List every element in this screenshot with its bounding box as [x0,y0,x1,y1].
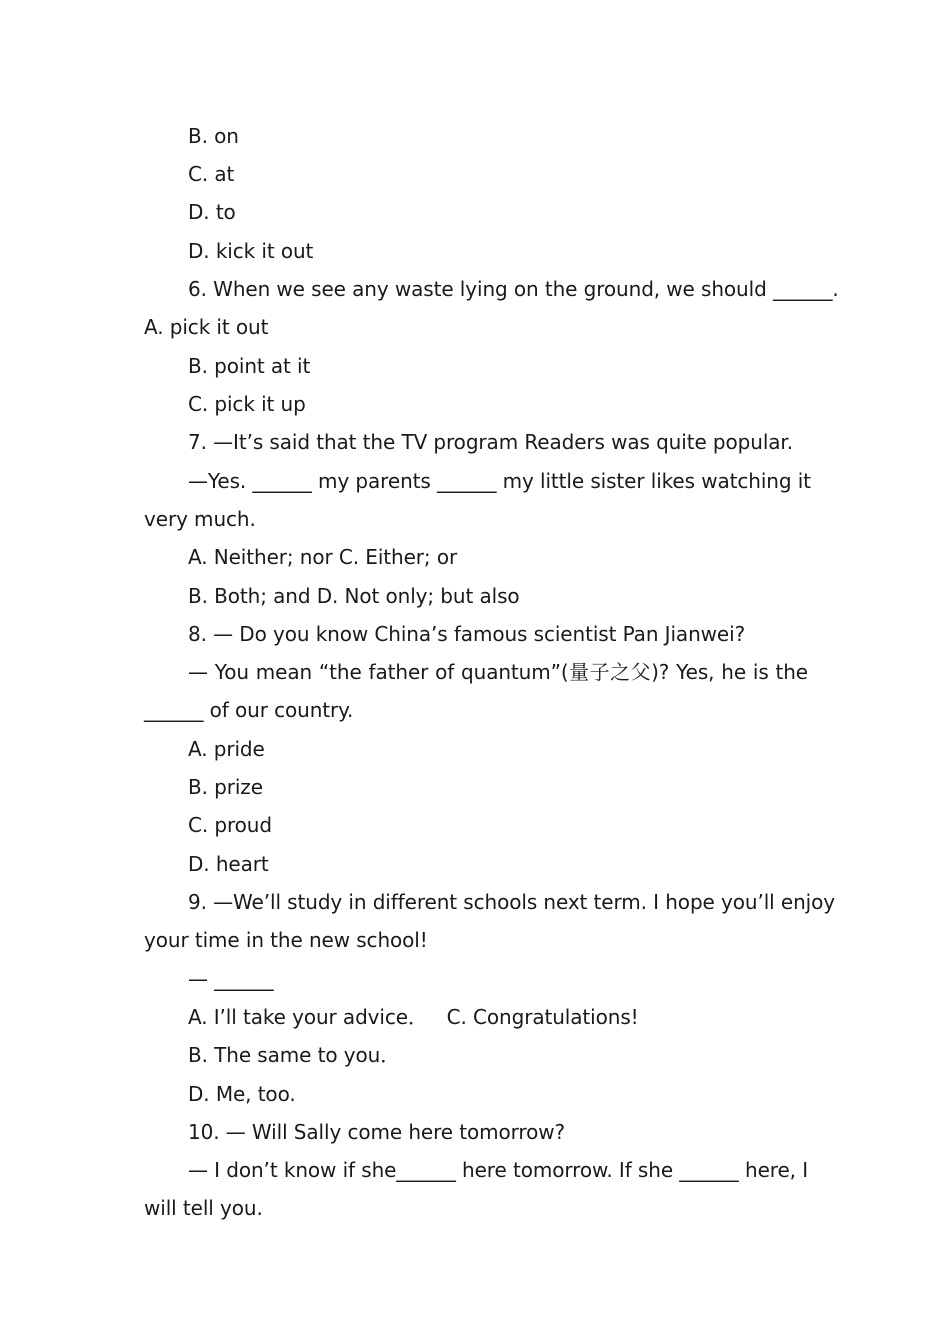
option-b-on: B. on [188,124,239,148]
q8-response-line-2: ______ of our country. [144,698,354,722]
q6-option-a: A. pick it out [144,315,269,339]
q9-option-b: B. The same to you． [188,1043,401,1067]
q8-response-line-1: — You mean “the father of quantum”(量子之父)? Yes, he is the [188,660,808,684]
q6-option-c: C. pick it up [188,392,306,416]
q10-response-line-1: — I don’t know if she______ here tomorrow. If she ______ here, I [188,1158,808,1182]
question-6: 6. When we see any waste lying on the ground, we should ______. [188,277,839,301]
q8-option-b: B. prize [188,775,263,799]
q7-response-line-2: very much. [144,507,256,531]
option-c-at: C. at [188,162,235,186]
q8-option-c: C. proud [188,813,272,837]
option-d-to: D. to [188,200,236,224]
q7-response-line-1: —Yes. ______ my parents ______ my little sister likes watching it [188,469,811,493]
q9-options-a-c: A. I’ll take your advice． C. Congratulations! [188,1005,639,1029]
q8-option-a: A. pride [188,737,265,761]
q6-option-b: B. point at it [188,354,311,378]
question-9-line-2: your time in the new school! [144,928,428,952]
q7-options-b-d: B. Both; and D. Not only; but also [188,584,520,608]
q7-options-a-c: A. Neither; nor C. Either; or [188,545,458,569]
option-d-kick-it-out: D. kick it out [188,239,314,263]
q10-response-line-2: will tell you. [144,1196,263,1220]
question-8: 8. — Do you know China’s famous scientist Pan Jianwei? [188,622,746,646]
q9-response: — ______ [188,967,274,991]
question-10: 10. — Will Sally come here tomorrow? [188,1120,566,1144]
q8-option-d: D. heart [188,852,269,876]
question-7: 7. —It’s said that the TV program Readers was quite popular. [188,430,793,454]
q9-option-d: D. Me, too. [188,1082,296,1106]
question-9-line-1: 9. —We’ll study in different schools next term. I hope you’ll enjoy [188,890,835,914]
